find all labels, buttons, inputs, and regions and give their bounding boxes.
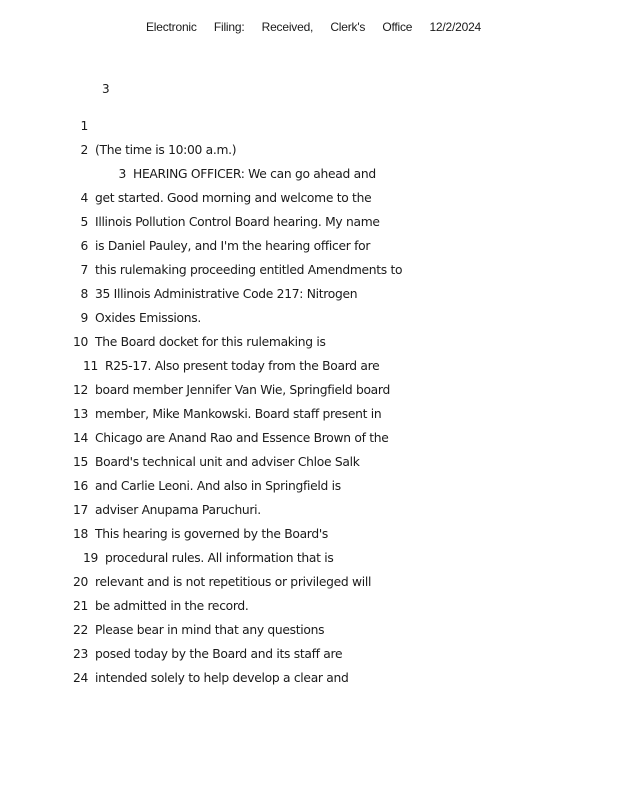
line-text: intended solely to help develop a clear and <box>95 671 349 685</box>
line-text: this rulemaking proceeding entitled Amendments to <box>95 263 403 277</box>
line-number: 3 <box>118 167 126 181</box>
header-electronic: Electronic <box>146 20 197 34</box>
line-number: 7 <box>80 263 88 277</box>
transcript-line-9 <box>68 310 201 326</box>
line-number: 20 <box>72 575 88 589</box>
line-number: 14 <box>72 431 88 445</box>
transcript-line-18 <box>68 526 328 542</box>
transcript-line-1 <box>68 118 95 134</box>
line-text: 35 Illinois Administrative Code 217: Nitrogen <box>95 287 358 301</box>
line-number: 4 <box>80 191 88 205</box>
line-number: 11 <box>82 359 98 373</box>
transcript-line-4 <box>68 190 371 206</box>
transcript-line-15 <box>68 454 360 470</box>
line-text: board member Jennifer Van Wie, Springfield board <box>95 383 390 397</box>
line-number: 21 <box>72 599 88 613</box>
line-number: 22 <box>72 623 88 637</box>
line-text: get started. Good morning and welcome to the <box>95 191 372 205</box>
transcript-line-3 <box>96 166 376 182</box>
transcript-line-16 <box>68 478 341 494</box>
transcript-line-7 <box>68 262 402 278</box>
line-text: Illinois Pollution Control Board hearing. My name <box>95 215 380 229</box>
transcript-line-5 <box>68 214 380 230</box>
header-clerks: Clerk's <box>330 20 366 34</box>
header-filing: Filing: <box>213 20 245 34</box>
line-text: This hearing is governed by the Board's <box>95 527 329 541</box>
page-number: 3 <box>102 82 110 96</box>
transcript-line-21 <box>68 598 249 614</box>
transcript-line-23 <box>68 646 342 662</box>
line-text: posed today by the Board and its staff are <box>95 647 343 661</box>
line-number: 1 <box>80 119 88 133</box>
transcript-line-12 <box>68 382 390 398</box>
line-number: 2 <box>80 143 88 157</box>
line-number: 15 <box>72 455 88 469</box>
line-text: procedural rules. All information that is <box>105 551 334 565</box>
transcript-line-20 <box>68 574 371 590</box>
line-text: Chicago are Anand Rao and Essence Brown of the <box>95 431 389 445</box>
transcript-line-2 <box>68 142 236 158</box>
line-text: The Board docket for this rulemaking is <box>95 335 326 349</box>
line-text: Board's technical unit and adviser Chloe Salk <box>95 455 360 469</box>
line-number: 23 <box>72 647 88 661</box>
transcript-line-8 <box>68 286 357 302</box>
transcript-line-11 <box>78 358 379 374</box>
line-text: and Carlie Leoni. And also in Springfield is <box>95 479 341 493</box>
transcript-line-14 <box>68 430 388 446</box>
line-text: is Daniel Pauley, and I'm the hearing officer for <box>95 239 371 253</box>
header-received: Received, <box>261 20 314 34</box>
line-number: 8 <box>80 287 88 301</box>
line-number: 5 <box>80 215 88 229</box>
filing-header <box>146 20 481 34</box>
line-number: 19 <box>82 551 98 565</box>
line-text: Please bear in mind that any questions <box>95 623 325 637</box>
line-number: 10 <box>72 335 88 349</box>
line-number: 12 <box>72 383 88 397</box>
line-number: 16 <box>72 479 88 493</box>
line-number: 9 <box>80 311 88 325</box>
transcript-line-19 <box>78 550 333 566</box>
line-text: Oxides Emissions. <box>95 311 201 325</box>
transcript-line-24 <box>68 670 349 686</box>
line-text: relevant and is not repetitious or privileged will <box>95 575 372 589</box>
line-text: member, Mike Mankowski. Board staff present in <box>95 407 382 421</box>
line-number: 24 <box>72 671 88 685</box>
header-office: Office <box>382 20 413 34</box>
header-date: 12/2/2024 <box>429 20 482 34</box>
line-number: 13 <box>72 407 88 421</box>
transcript-line-13 <box>68 406 381 422</box>
line-text: HEARING OFFICER: We can go ahead and <box>133 167 376 181</box>
transcript-line-22 <box>68 622 324 638</box>
line-number: 17 <box>72 503 88 517</box>
transcript-line-10 <box>68 334 326 350</box>
line-text: R25-17. Also present today from the Board are <box>105 359 380 373</box>
transcript-line-17 <box>68 502 261 518</box>
line-text: (The time is 10:00 a.m.) <box>95 143 237 157</box>
line-number: 18 <box>72 527 88 541</box>
line-text: adviser Anupama Paruchuri. <box>95 503 261 517</box>
line-number: 6 <box>80 239 88 253</box>
transcript-line-6 <box>68 238 370 254</box>
line-text: be admitted in the record. <box>95 599 249 613</box>
